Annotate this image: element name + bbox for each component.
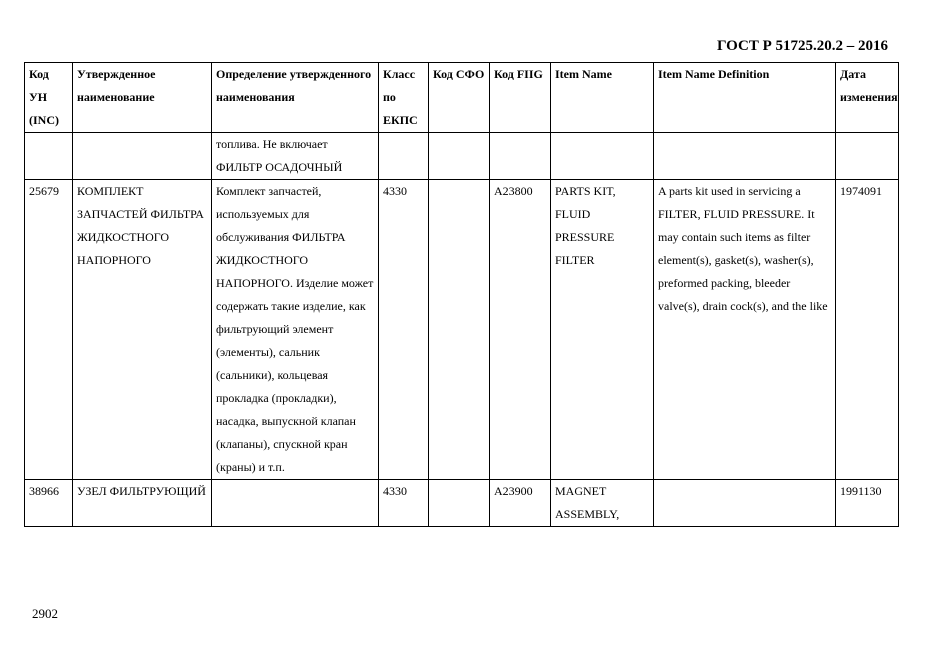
cell-inc (25, 133, 73, 180)
cell-change-date (836, 133, 899, 180)
cell-item-name: MAGNET ASSEMBLY, (551, 480, 654, 527)
column-header-sfo: Код СФО (429, 63, 490, 133)
cell-sfo (429, 133, 490, 180)
cell-item-definition (654, 480, 836, 527)
cell-item-definition: A parts kit used in servicing a FILTER, FLUID PRESSURE. It may contain such items as filter element(s), gasket(s), washer(s), preformed packing, bleeder valve(s), drain cock(s), and the like (654, 180, 836, 480)
cell-fiig: A23900 (490, 480, 551, 527)
cell-definition: Комплект запчастей, используемых для обслуживания ФИЛЬТРА ЖИДКОСТНОГО НАПОРНОГО. Изделие может содержать такие изделие, как фильтрующий элемент (элементы), сальник (сальники), кольцевая прокладка (прокладки), насадка, выпускной клапан (клапаны), спускной кран (краны) и т.п. (212, 180, 379, 480)
cell-approved-name: КОМПЛЕКТ ЗАПЧАСТЕЙ ФИЛЬТРА ЖИДКОСТНОГО НАПОРНОГО (73, 180, 212, 480)
table-header-row (25, 63, 899, 133)
cell-item-name: PARTS KIT, FLUID PRESSURE FILTER (551, 180, 654, 480)
cell-sfo (429, 480, 490, 527)
page-number: 2902 (32, 606, 58, 621)
table-row (25, 133, 899, 180)
cell-approved-name: УЗЕЛ ФИЛЬТРУЮЩИЙ (73, 480, 212, 527)
table-row (25, 480, 899, 527)
column-header-change-date: Дата изменения (836, 63, 899, 133)
column-header-fiig: Код FIIG (490, 63, 551, 133)
cell-change-date: 1974091 (836, 180, 899, 480)
cell-item-name (551, 133, 654, 180)
cell-sfo (429, 180, 490, 480)
column-header-class: Класс по ЕКПС (379, 63, 429, 133)
cell-fiig (490, 133, 551, 180)
column-header-definition: Определение утвержденного наименования (212, 63, 379, 133)
cell-class: 4330 (379, 180, 429, 480)
cell-approved-name (73, 133, 212, 180)
column-header-item-name: Item Name (551, 63, 654, 133)
column-header-approved-name: Утвержденное наименование (73, 63, 212, 133)
cell-inc: 38966 (25, 480, 73, 527)
cell-definition (212, 480, 379, 527)
item-name-table (24, 62, 899, 527)
cell-inc: 25679 (25, 180, 73, 480)
cell-change-date: 1991130 (836, 480, 899, 527)
column-header-item-definition: Item Name Definition (654, 63, 836, 133)
cell-item-definition (654, 133, 836, 180)
cell-fiig: A23800 (490, 180, 551, 480)
column-header-inc: Код УН (INC) (25, 63, 73, 133)
cell-class (379, 133, 429, 180)
cell-definition: топлива. Не включает ФИЛЬТР ОСАДОЧНЫЙ (212, 133, 379, 180)
table-row (25, 180, 899, 480)
document-standard-title: ГОСТ Р 51725.20.2 – 2016 (716, 38, 888, 54)
cell-class: 4330 (379, 480, 429, 527)
